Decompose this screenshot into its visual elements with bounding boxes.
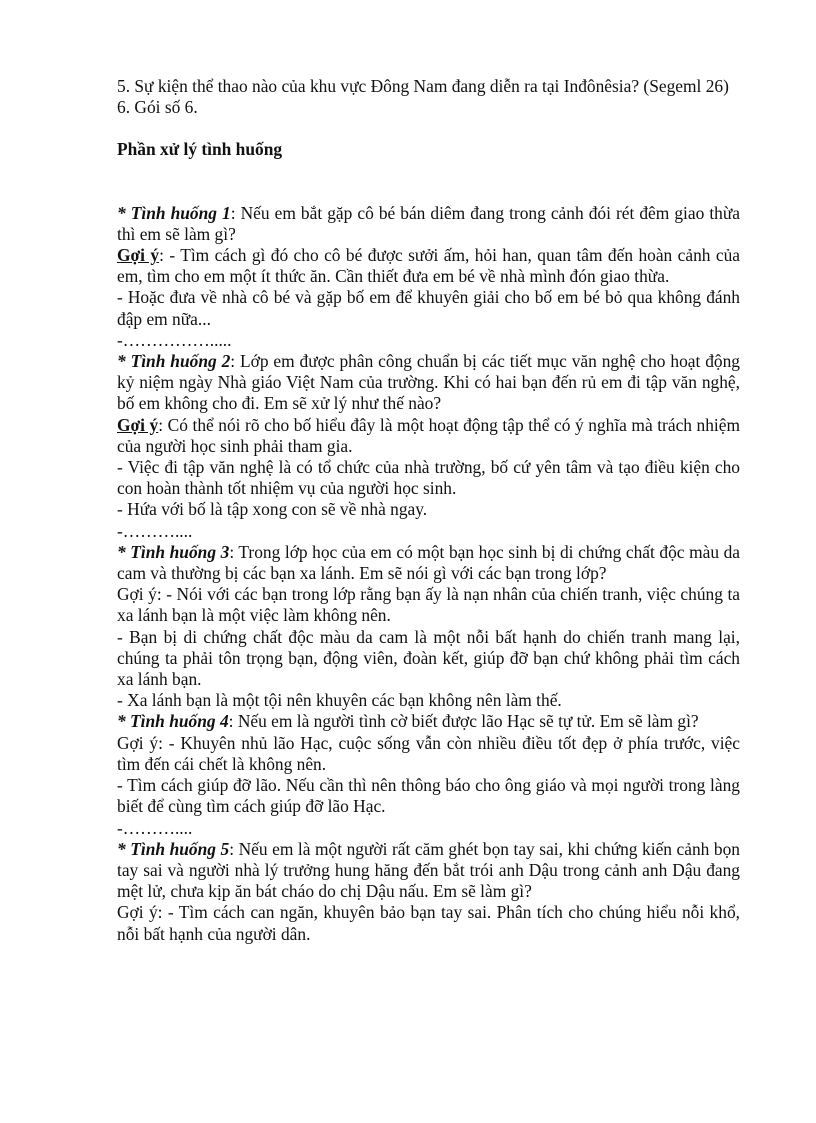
situation-1-hint-line: - Hoặc đưa về nhà cô bé và gặp bố em để khuyên giải cho bố em bé bỏ qua không đánh đập em nữa...	[117, 287, 740, 329]
situation-4-hint: Gợi ý: - Khuyên nhủ lão Hạc, cuộc sống vẫn còn nhiều điều tốt đẹp ở phía trước, việc tìm đến cái chết là không nên.	[117, 732, 740, 774]
question-6: 6. Gói số 6.	[117, 97, 198, 118]
situation-3-prompt: * Tình huống 3: Trong lớp học của em có một bạn học sinh bị di chứng chất độc màu da cam và thường bị các bạn xa lánh. Em sẽ nói gì với các bạn trong lớp?	[117, 541, 741, 584]
situation-1-label: * Tình huống 1	[117, 202, 231, 223]
hint-label: Gợi ý	[117, 584, 157, 605]
situation-1-hint: Gợi ý: - Tìm cách gì đó cho cô bé được sưởi ấm, hỏi han, quan tâm đến hoàn cảnh của em, tìm cho em một ít thức ăn. Cần thiết đưa em bé về nhà mình đón giao thừa.	[117, 245, 741, 287]
situation-2-hint-line: - Hứa với bố là tập xong con sẽ về nhà ngay.	[117, 499, 428, 520]
hint-label: Gợi ý	[117, 732, 159, 753]
separator: -…………….....	[117, 329, 232, 350]
document-page	[117, 76, 740, 945]
situation-3-hint-line: - Bạn bị di chứng chất độc màu da cam là một nỗi bất hạnh do chiến tranh mang lại, chúng ta phải tôn trọng bạn, động viên, đoàn kết, giúp đỡ bạn chứ không phải tìm cách xa lánh bạn.	[117, 626, 740, 690]
situation-4-prompt: * Tình huống 4: Nếu em là người tình cờ biết được lão Hạc sẽ tự tử. Em sẽ làm gì?	[117, 711, 699, 732]
separator: -………....	[117, 520, 193, 541]
situation-2-prompt: * Tình huống 2: Lớp em được phân công chuẩn bị các tiết mục văn nghệ cho hoạt động kỷ niệm ngày Nhà giáo Việt Nam của trường. Khi có hai bạn đến rủ em đi tập văn nghệ, bố em không cho đi. Em sẽ xử lý như thế nào?	[117, 351, 741, 414]
situation-4-hint-line: - Tìm cách giúp đỡ lão. Nếu cần thì nên thông báo cho ông giáo và mọi người trong làng biết để cùng tìm cách giúp đỡ lão Hạc.	[117, 775, 740, 817]
separator: -………....	[117, 817, 193, 838]
section-title: Phần xử lý tình huống	[117, 139, 283, 160]
question-5: 5. Sự kiện thể thao nào của khu vực Đông Nam đang diễn ra tại Inđônêsia? (Segeml 26)	[117, 76, 729, 96]
situation-3-label: * Tình huống 3	[117, 541, 230, 562]
situation-3-hint-line: - Xa lánh bạn là một tội nên khuyên các bạn không nên làm thế.	[117, 690, 562, 711]
hint-label: Gợi ý	[117, 902, 158, 923]
situation-4-label: * Tình huống 4	[117, 711, 229, 732]
situation-2-label: * Tình huống 2	[117, 351, 231, 372]
hint-label: Gợi ý	[117, 245, 160, 266]
situation-5-label: * Tình huống 5	[117, 838, 230, 859]
situation-2-hint: Gợi ý: Có thể nói rõ cho bố hiểu đây là một hoạt động tập thể có ý nghĩa mà trách nhiệm của người học sinh phải tham gia.	[117, 414, 741, 456]
situation-5-prompt: * Tình huống 5: Nếu em là một người rất căm ghét bọn tay sai, khi chứng kiến cảnh bọn tay sai và người nhà lý trưởng hung hăng đến bắt trói anh Dậu trong cảnh anh Dậu đang mệt lử, chưa kịp ăn bát cháo do chị Dậu nấu. Em sẽ làm gì?	[117, 838, 740, 902]
situation-2-hint-line: - Việc đi tập văn nghệ là có tổ chức của nhà trường, bố cứ yên tâm và tạo điều kiện cho con hoàn thành tốt nhiệm vụ của người học sinh.	[117, 457, 740, 499]
situation-3-hint: Gợi ý: - Nói với các bạn trong lớp rằng bạn ấy là nạn nhân của chiến tranh, việc chúng ta xa lánh bạn là một việc làm không nên.	[117, 584, 740, 626]
hint-label: Gợi ý	[117, 414, 159, 435]
situation-5-hint: Gợi ý: - Tìm cách can ngăn, khuyên bảo bạn tay sai. Phân tích cho chúng hiểu nỗi khổ, nỗi bất hạnh của người dân.	[117, 902, 740, 944]
situation-1-prompt: * Tình huống 1: Nếu em bắt gặp cô bé bán diêm đang trong cảnh đói rét đêm giao thừa thì em sẽ làm gì?	[117, 202, 741, 244]
